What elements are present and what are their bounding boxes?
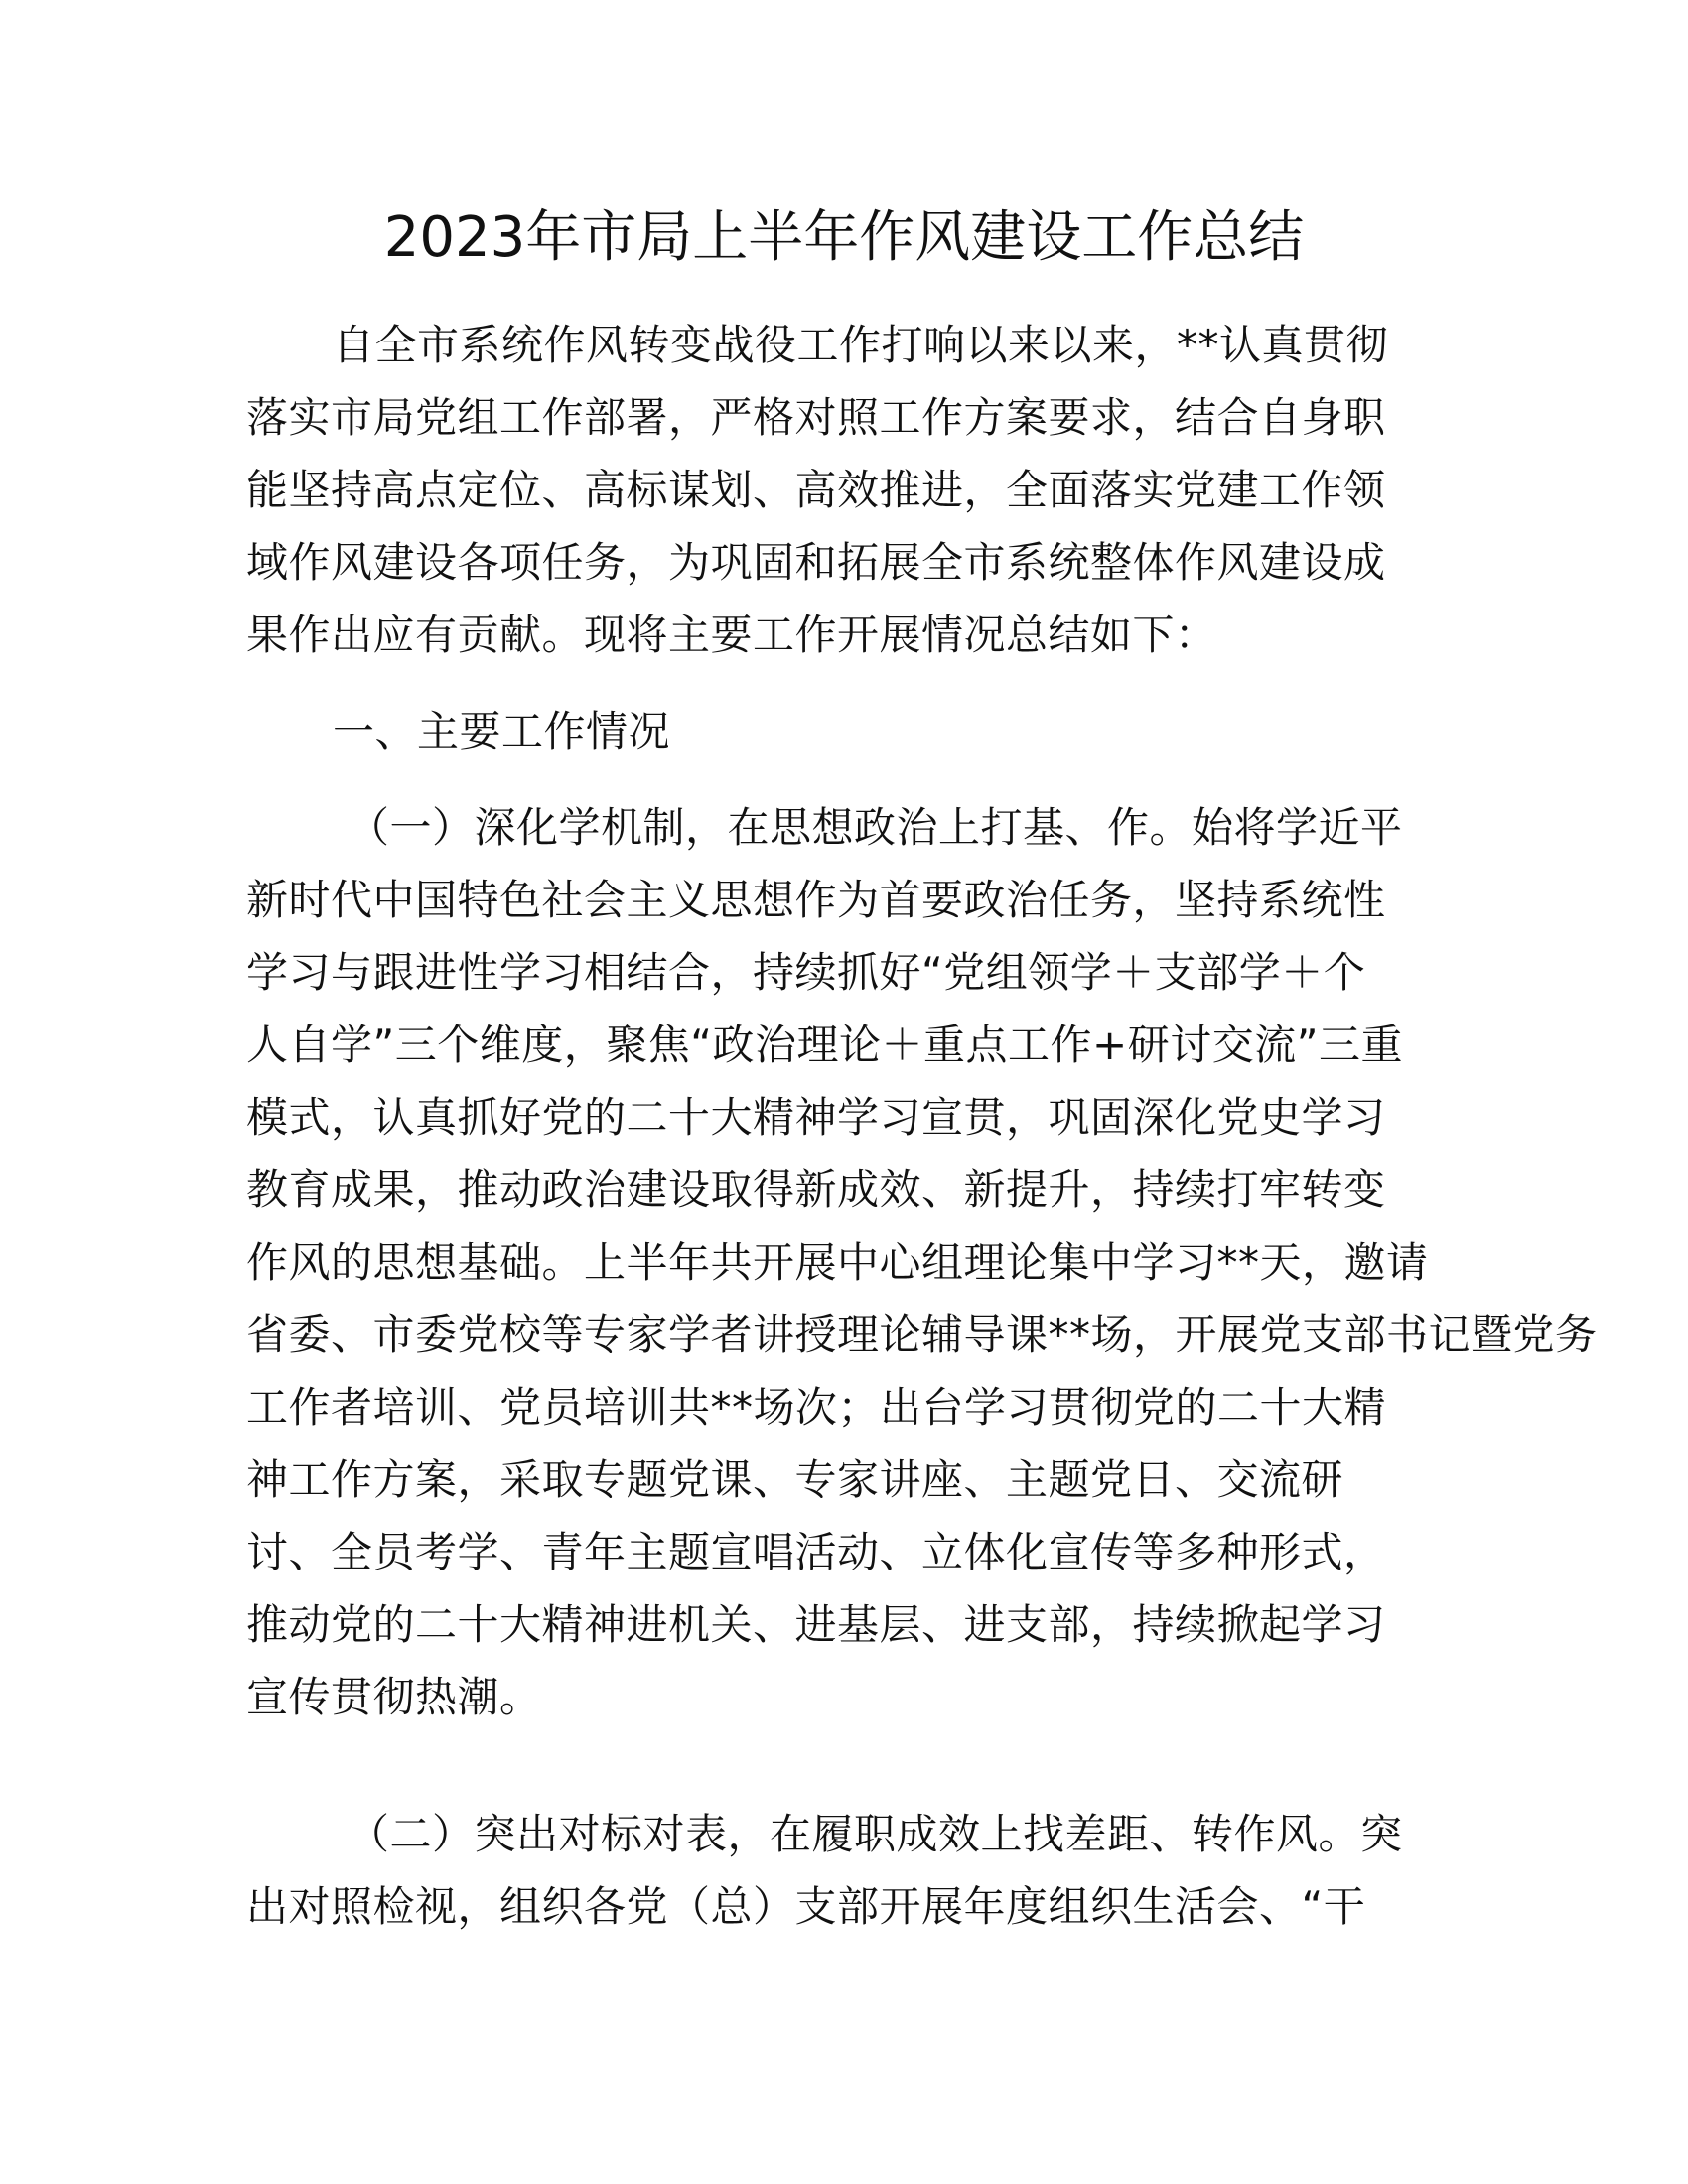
paragraph-line: 果作出应有贡献。现将主要工作开展情况总结如下： [246,611,1217,659]
document-title: 2023年市局上半年作风建设工作总结 [383,205,1305,270]
section-heading: 一、主要工作情况 [333,707,671,755]
paragraph-line: 工作者培训、党员培训共**场次；出台学习贯彻党的二十大精 [246,1383,1387,1432]
paragraph-line: 讨、全员考学、青年主题宣唱活动、立体化宣传等多种形式， [246,1528,1386,1576]
paragraph-line: 新时代中国特色社会主义思想作为首要政治任务，坚持系统性 [246,876,1386,924]
paragraph-line: 能坚持高点定位、高标谋划、高效推进，全面落实党建工作领 [246,466,1386,514]
paragraph-line: 模式，认真抓好党的二十大精神学习宣贯，巩固深化党史学习 [246,1093,1386,1142]
paragraph-line: 作风的思想基础。上半年共开展中心组理论集中学习**天，邀请 [246,1238,1429,1287]
paragraph-line: 自全市系统作风转变战役工作打响以来以来，**认真贯彻 [333,321,1389,369]
paragraph-line: 神工作方案，采取专题党课、专家讲座、主题党日、交流研 [246,1455,1344,1504]
paragraph-line: 学习与跟进性学习相结合，持续抓好“党组领学＋支部学＋个 [246,948,1366,997]
paragraph-line: 人自学”三个维度，聚焦“政治理论＋重点工作+研讨交流”三重 [246,1021,1403,1069]
paragraph-line: 推动党的二十大精神进机关、进基层、进支部，持续掀起学习 [246,1600,1386,1649]
subsection-heading-line: （二）突出对标对表，在履职成效上找差距、转作风。突 [348,1810,1403,1858]
paragraph-line: 域作风建设各项任务，为巩固和拓展全市系统整体作风建设成 [246,538,1386,587]
paragraph-line: 省委、市委党校等专家学者讲授理论辅导课**场，开展党支部书记暨党务 [246,1310,1598,1359]
paragraph-line: 宣传贯彻热潮。 [246,1673,542,1721]
paragraph-line: 出对照检视，组织各党（总）支部开展年度组织生活会、“干 [246,1882,1366,1931]
paragraph-line: 落实市局党组工作部署，严格对照工作方案要求，结合自身职 [246,393,1386,442]
paragraph-line: 教育成果，推动政治建设取得新成效、新提升，持续打牢转变 [246,1165,1386,1214]
subsection-heading-line: （一）深化学机制，在思想政治上打基、作。始将学近平 [348,803,1403,852]
